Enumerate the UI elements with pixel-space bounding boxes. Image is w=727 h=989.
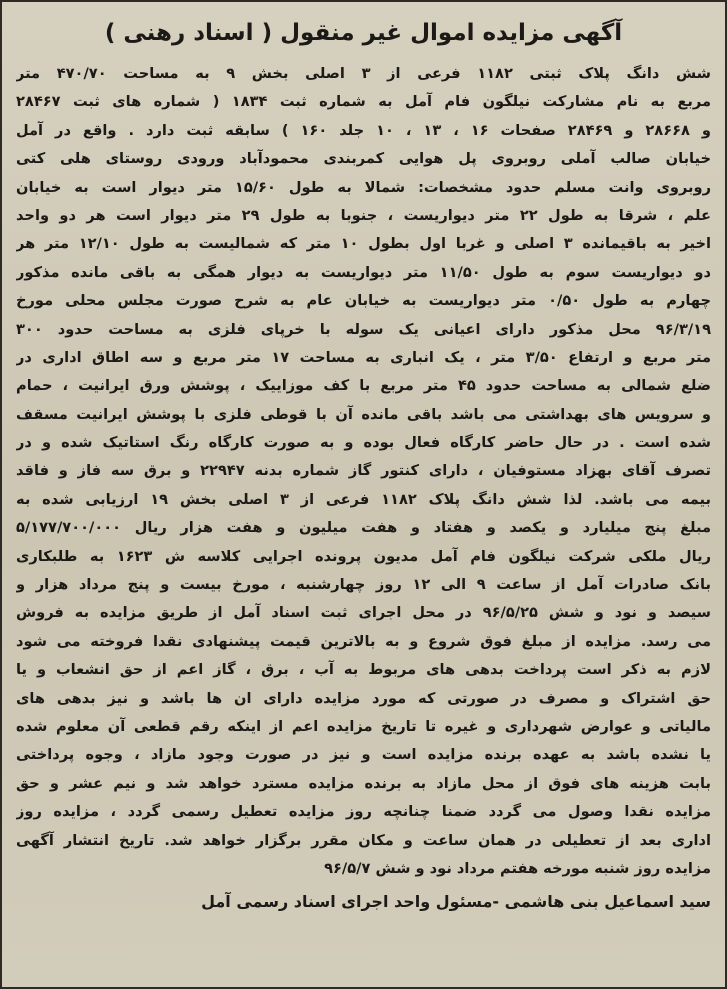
notice-line: یا نشده باشد به عهده برنده مزایده است و نیز در صورت وجود مازاد ، وجوه پرداختی bbox=[16, 746, 711, 764]
notice-line: مزایده روز شنبه مورخه هفتم مرداد نود و شش ۹۶/۵/۷ bbox=[324, 859, 711, 877]
notice-line: لازم به ذکر است پرداخت بدهی های مربوط به آب ، برق ، گاز اعم از حق انشعاب و یا bbox=[16, 661, 711, 679]
notice-line: مبلغ پنج میلیارد و یکصد و هفتاد و هفت میلیون و هفت هزار ریال ۵/۱۷۷/۷۰۰/۰۰۰ bbox=[16, 519, 711, 537]
notice-line: بانک صادرات آمل از ساعت ۹ الی ۱۲ روز چهارشنبه ، مورخ بیست و پنج مرداد هزار و bbox=[16, 576, 711, 594]
notice-title: آگهی مزایده اموال غیر منقول ( اسناد رهنی ) bbox=[104, 20, 623, 46]
notice-line: سیصد و نود و شش ۹۶/۵/۲۵ در محل اجرای ثبت اسناد آمل از طریق مزایده به فروش bbox=[16, 604, 711, 622]
notice-line: و سرویس های بهداشتی می باشد باقی مانده آن با قوطی فلزی با پوشش ایرانیت مسقف bbox=[16, 405, 711, 423]
notice-line: متر مربع و ارتفاع ۳/۵۰ متر ، یک انباری به مساحت ۱۷ متر مربع و سه اطاق اداری در bbox=[16, 348, 711, 366]
notice-line: اداری بعد از تعطیلی در همان ساعت و مکان مقرر برگزار خواهد شد. تاریخ انتشار آگهی bbox=[16, 831, 711, 849]
notice-line: علم ، شرقا به طول ۲۲ متر دیواریست ، جنوبا به طول ۲۹ متر دیوار است هر دو واحد bbox=[16, 206, 711, 224]
notice-line: مالیاتی و عوارض شهرداری و غیره تا تاریخ مزایده اعم از اینکه رقم قطعی آن معلوم شده bbox=[16, 717, 711, 735]
notice-line: دو دیواریست سوم به طول ۱۱/۵۰ متر دیواریست به دیوار همگی به باقی مانده مذکور bbox=[16, 263, 711, 281]
notice-line: اخیر به باقیمانده ۳ اصلی و غربا اول بطول ۱۰ متر که شمالیست به طول ۱۲/۱۰ متر هر bbox=[16, 235, 711, 253]
notice-line: ریال ملکی شرکت نیلگون فام آمل مدیون پرونده اجرایی کلاسه ش ۱۶۲۳ به طلبکاری bbox=[16, 547, 711, 565]
notice-body bbox=[16, 60, 711, 883]
notice-line: چهارم به طول ۰/۵۰ متر دیواریست به خیابان عام به شرح صورت مجلس محلی مورخ bbox=[16, 292, 711, 310]
notice-line: مربع به نام مشارکت نیلگون فام آمل به شماره ثبت ۱۸۳۴ ( شماره های ثبت ۲۸۴۶۷ bbox=[16, 93, 711, 111]
notice-signature: سید اسماعیل بنی هاشمی -مسئول واحد اجرای اسناد رسمی آمل bbox=[201, 892, 711, 912]
notice-line: ۹۶/۳/۱۹ محل مذکور دارای اعیانی یک سوله با خرپای فلزی به مساحت حدود ۳۰۰ bbox=[16, 320, 711, 338]
notice-line: شش دانگ پلاک ثبتی ۱۱۸۲ فرعی از ۳ اصلی بخش ۹ به مساحت ۴۷۰/۷۰ متر bbox=[16, 65, 711, 82]
notice-line: تصرف آقای بهزاد مستوفیان ، دارای کنتور گاز شماره بدنه ۲۲۹۴۷ و برق سه فاز و فاقد bbox=[16, 462, 711, 480]
notice-line: ضلع شمالی به مساحت حدود ۴۵ متر مربع با کف موزاییک ، پوشش ورق ایرانیت ، حمام bbox=[16, 377, 711, 395]
notice-line: حق اشتراک و مصرف در صورتی که مورد مزایده دارای ان ها باشد و نیز بدهی های bbox=[16, 689, 711, 707]
notice-line: بیمه می باشد. لذا شش دانگ پلاک ۱۱۸۲ فرعی از ۳ اصلی بخش ۱۹ ارزیابی شده به bbox=[16, 490, 711, 508]
notice-line: می رسد. مزایده از مبلغ فوق شروع و به بالاترین قیمت پیشنهادی نقدا فروخته می شود bbox=[16, 632, 711, 650]
notice-line: و ۲۸۶۶۸ و ۲۸۴۶۹ صفحات ۱۶ ، ۱۳ ، ۱۰ جلد ۱۶۰ ) سابقه ثبت دارد . واقع در آمل bbox=[16, 121, 711, 139]
notice-line: شده است . در حال حاضر کارگاه فعال بوده و به صورت کارگاه رنگ استاتیک شده و در bbox=[16, 434, 711, 452]
notice-line: مزایده نقدا وصول می گردد ضمنا چنانچه روز مزایده تعطیل رسمی گردد ، مزایده روز bbox=[16, 803, 711, 821]
notice-line: خیابان صالب آملی روبروی پل هوایی کمربندی محمودآباد ورودی روستای هلی کتی bbox=[16, 150, 711, 168]
notice-line: روبروی وانت مسلم حدود مشخصات: شمالا به طول ۱۵/۶۰ متر دیوار است به خیابان bbox=[16, 178, 711, 196]
notice-line: بابت هزینه های فوق از محل مازاد به برنده مزایده مسترد خواهد شد و نیم عشر و حق bbox=[16, 774, 711, 792]
